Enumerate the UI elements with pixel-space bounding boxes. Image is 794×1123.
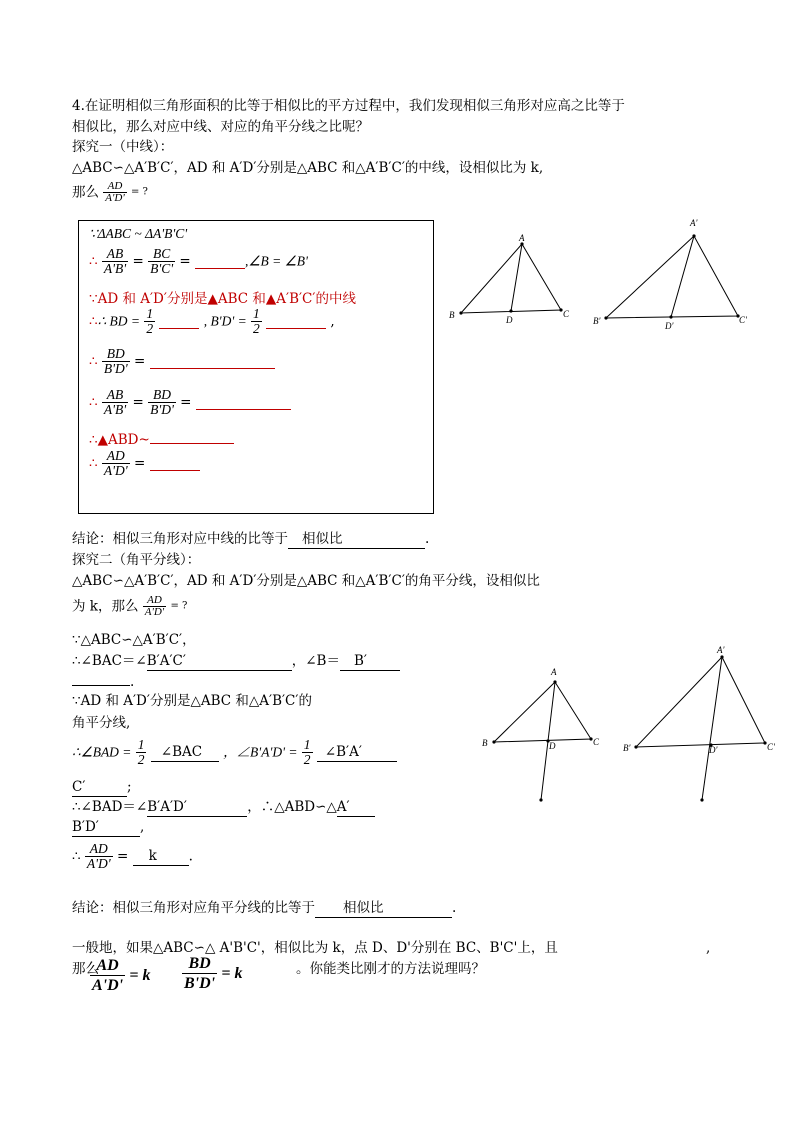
- vertex-label-a: A: [551, 667, 557, 677]
- vertex-label-c-prime: C': [767, 742, 775, 752]
- ad-fraction: [85, 842, 113, 871]
- vertex-label-d-prime: D': [709, 745, 718, 755]
- equals-sign: =: [132, 253, 144, 270]
- fraction-numerator: AD: [85, 842, 113, 857]
- angle-bad-label: ∴∠BAD =: [72, 744, 132, 760]
- fraction-denominator: A'D': [103, 463, 128, 478]
- equals-sign: =: [132, 394, 144, 411]
- explore2-title: 探究二（角平分线）：: [72, 552, 201, 568]
- blank-bd-ratio[interactable]: [150, 354, 275, 369]
- therefore-symbol: ∴: [89, 253, 98, 270]
- vertex-label-d: D: [506, 315, 513, 325]
- proof-box: [78, 220, 434, 514]
- blank-common-ratio[interactable]: [196, 395, 291, 410]
- blank-bpdp[interactable]: [266, 314, 326, 329]
- explore2-step-3a: ∵AD 和 A′D′分别是△ABC 和△A′B′C′的: [72, 693, 312, 709]
- vertex-label-c: C: [593, 737, 600, 747]
- fraction-numerator: 1: [253, 306, 260, 321]
- half-fraction: [144, 307, 155, 336]
- fraction-numerator: AD: [102, 449, 130, 464]
- fraction-denominator: A'D': [144, 606, 165, 618]
- explore1-given: △ABC∽△A′B′C′，AD 和 A′D′分别是△ABC 和△A′B′C′的中线，设相似比为 k,: [72, 160, 544, 176]
- answer-continuation[interactable]: B′D′: [72, 818, 140, 837]
- conclusion-text: 结论：相似三角形对应角平分线的比等于: [72, 900, 315, 916]
- answer-half-bprime[interactable]: ∠B′A′: [317, 743, 397, 762]
- equals-k: = k: [129, 967, 151, 984]
- fraction-numerator: 1: [146, 306, 154, 321]
- bpdp-label: , B'D' =: [203, 313, 247, 329]
- intro-line-1: 4.在证明相似三角形面积的比等于相似比的平方过程中，我们发现相似三角形对应高之比等于: [72, 98, 625, 114]
- fraction-numerator: AD: [143, 595, 166, 607]
- equals-sign: =: [180, 394, 192, 411]
- general-line-2-tail: 。你能类比刚才的方法说理吗？: [296, 961, 485, 977]
- blank-ad-ratio[interactable]: [150, 456, 200, 471]
- fraction-numerator: AD: [103, 181, 126, 193]
- fraction-denominator: B'D': [150, 402, 174, 417]
- general-fraction-bd: [182, 954, 243, 993]
- ab-fraction: [102, 247, 128, 276]
- fraction-denominator: A'D': [105, 192, 125, 204]
- explore2-given-1: △ABC∽△A′B′C′，AD 和 A′D′分别是△ABC 和△A′B′C′的角平分线，设相似比: [72, 573, 540, 589]
- explore2-step-4b: [72, 778, 132, 797]
- vertex-label-c: C: [563, 309, 570, 319]
- box-line-1: ∵ΔABC ~ ΔA'B'C': [89, 226, 188, 241]
- conclusion-text: 结论：相似三角形对应中线的比等于: [72, 531, 288, 547]
- therefore-symbol: ∴: [89, 394, 98, 411]
- box-line-5: [89, 347, 275, 376]
- equals-sign: =: [116, 848, 129, 865]
- box-line-8: [89, 449, 200, 478]
- vertex-label-a-prime: A': [717, 645, 725, 655]
- fraction-denominator: A'B': [103, 402, 127, 417]
- explore2-step-5: [72, 798, 375, 817]
- equals-sign: =: [133, 353, 146, 370]
- explore1-ask-fraction: [103, 181, 126, 204]
- conclusion-answer[interactable]: 相似比: [288, 530, 425, 549]
- triangle-abc-prime-median: [593, 218, 748, 331]
- fraction-denominator: B'C': [150, 261, 174, 276]
- comma: ,: [140, 819, 145, 835]
- bd-fraction: [102, 347, 130, 376]
- bd-fraction: [182, 954, 217, 993]
- fraction-denominator: 2: [146, 321, 154, 336]
- bisector-figures: [475, 640, 785, 810]
- period: .: [188, 848, 193, 865]
- angle-equality: ,∠B = ∠B': [245, 253, 308, 269]
- half-fraction: [136, 738, 147, 767]
- ask-suffix: = ?: [170, 600, 188, 612]
- explore1-ask: [72, 181, 148, 204]
- vertex-label-b: B: [482, 738, 488, 748]
- ad-fraction: [90, 956, 125, 995]
- ad-fraction: [102, 449, 130, 478]
- vertex-label-a: A: [519, 233, 525, 243]
- fraction-denominator: A'B': [103, 261, 127, 276]
- explore2-step-4: [72, 738, 397, 767]
- fraction-denominator: B'D': [184, 975, 216, 992]
- bd-label: ∴ BD =: [97, 313, 141, 329]
- comma: ,: [330, 313, 335, 330]
- vertex-label-b: B: [449, 310, 455, 320]
- general-fraction-ad: [90, 956, 151, 995]
- fraction-numerator: BD: [182, 954, 217, 974]
- equals-sign: =: [179, 253, 191, 270]
- general-line-2-prefix: 那么: [72, 961, 99, 977]
- fraction-numerator: BD: [148, 388, 176, 403]
- answer-angle-bac[interactable]: B′A′C′: [147, 652, 292, 671]
- answer-continuation[interactable]: C′: [72, 778, 127, 797]
- fraction-denominator: B'D': [103, 361, 128, 376]
- angle-bprime-label: ，∠B'A'D' =: [223, 744, 298, 760]
- box-line-6: [89, 388, 291, 417]
- vertex-label-c-prime: C': [739, 315, 747, 325]
- period: .: [425, 531, 430, 547]
- vertex-label-b-prime: B': [593, 316, 601, 326]
- therefore-symbol: ∴: [89, 353, 98, 370]
- triangle-abc-median: [449, 233, 570, 325]
- explore1-ask-prefix: 那么: [72, 184, 99, 201]
- triangle-abc-bisector: [482, 667, 600, 802]
- answer-angle-bprime-aprime-dprime[interactable]: B′A′D′: [147, 798, 247, 817]
- vertex-label-a-prime: A': [690, 218, 698, 228]
- intro-line-2: 相似比，那么对应中线、对应的角平分线之比呢？: [72, 119, 369, 135]
- explore2-step-5b: [72, 818, 144, 837]
- vertex-label-d-prime: D': [665, 321, 674, 331]
- fraction-denominator: A'D': [92, 977, 124, 994]
- step-text: ∴∠BAC＝∠: [72, 653, 147, 669]
- period: .: [130, 674, 135, 690]
- explore2-step-1: ∵△ABC∽△A′B′C′，: [72, 632, 196, 648]
- fraction-numerator: 1: [303, 737, 311, 752]
- general-text: 一般地，如果△ABC∽△ A'B'C'，相似比为 k，点 D、D'分别在 BC、B'C'上，且: [72, 940, 558, 956]
- vertex-label-b-prime: B': [623, 743, 631, 753]
- box-line-3: ∵AD 和 A′D′分别是▲ABC 和▲A′B′C′的中线: [89, 291, 356, 307]
- box-line-2: [89, 247, 308, 276]
- explore1-ask-suffix: = ?: [130, 186, 148, 198]
- explore1-title: 探究一（中线）：: [72, 139, 174, 155]
- explore2-conclusion: [72, 899, 456, 918]
- answer-k[interactable]: k: [133, 847, 189, 866]
- step-text: ∴∠BAD＝∠: [72, 799, 148, 815]
- explore2-step-3b: 角平分线,: [72, 715, 131, 731]
- fraction-numerator: AB: [102, 247, 128, 262]
- bc-fraction: [148, 247, 175, 276]
- answer-blank-continuation[interactable]: [72, 671, 130, 686]
- fraction-denominator: 2: [303, 752, 311, 767]
- general-line-1-end: ,: [706, 940, 711, 956]
- answer-similar-triangle[interactable]: A′: [337, 798, 375, 817]
- box-line-7: [89, 429, 234, 448]
- answer-half-bac[interactable]: ∠BAC: [151, 743, 219, 762]
- equals-k: = k: [221, 965, 243, 982]
- step-text: ，∴△ABD∽△: [247, 799, 337, 815]
- explore1-conclusion: [72, 530, 429, 549]
- ab-fraction: [102, 388, 128, 417]
- explore2-given-2: [72, 595, 187, 618]
- blank-similar-triangle[interactable]: [150, 429, 234, 444]
- fraction-numerator: BC: [148, 247, 175, 262]
- half-fraction: [251, 307, 262, 336]
- similar-abd: ∴▲ABD~: [89, 432, 150, 448]
- vertex-label-d: D: [549, 741, 556, 751]
- explore2-step-2b: [72, 671, 134, 691]
- triangle-abc-prime-bisector: [623, 645, 776, 802]
- period: .: [452, 900, 457, 916]
- step-text: ，∠B＝: [291, 653, 340, 669]
- conclusion-answer[interactable]: 相似比: [315, 899, 452, 918]
- fraction-numerator: BD: [102, 347, 130, 362]
- general-line-1: [72, 939, 558, 957]
- box-line-4: ∴∴ BD = $\frac{1}{2}$ , B'D' = $\frac{1}{2}$ ,: [89, 306, 335, 336]
- blank-bd[interactable]: [159, 314, 199, 329]
- half-fraction: [302, 738, 313, 767]
- therefore-symbol: ∴: [72, 848, 81, 865]
- fraction-denominator: 2: [137, 752, 145, 767]
- explore2-step-2: [72, 652, 400, 671]
- explore2-ask-fraction: [143, 595, 166, 618]
- answer-angle-b[interactable]: B′: [340, 652, 400, 671]
- fraction-denominator: 2: [253, 321, 260, 336]
- bd-fraction: [148, 388, 176, 417]
- equals-sign: =: [133, 455, 146, 472]
- fraction-numerator: AB: [102, 388, 128, 403]
- median-figures: [440, 210, 760, 340]
- blank-ratio[interactable]: [195, 254, 245, 269]
- given-prefix: 为 k，那么: [72, 598, 139, 615]
- fraction-numerator: 1: [137, 737, 145, 752]
- explore2-step-6: [72, 842, 193, 871]
- semicolon: ;: [127, 779, 132, 795]
- fraction-numerator: AD: [90, 956, 125, 976]
- fraction-denominator: A'D': [86, 856, 111, 871]
- therefore-symbol: ∴: [89, 455, 98, 472]
